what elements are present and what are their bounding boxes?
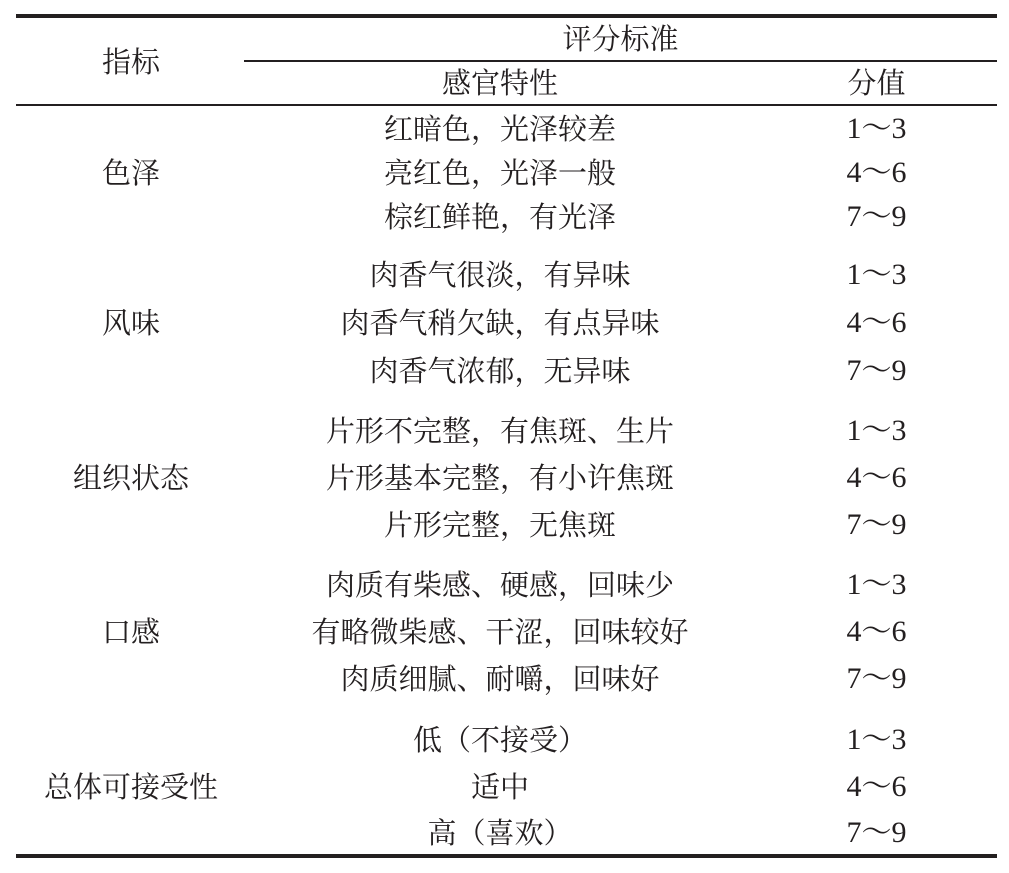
score-cell: 7～9 <box>846 354 907 387</box>
indicator-texture: 组织状态 <box>72 461 189 495</box>
sensory-cell: 低（不接受） <box>412 723 587 757</box>
score-cell: 4～6 <box>846 156 907 189</box>
sensory-cell: 红暗色，光泽较差 <box>383 112 616 146</box>
score-cell: 7～9 <box>846 662 907 695</box>
score-cell: 4～6 <box>846 615 907 648</box>
header-score: 分值 <box>847 66 906 100</box>
sensory-cell: 片形基本完整，有小许焦斑 <box>325 461 674 495</box>
indicator-overall-acceptability: 总体可接受性 <box>43 770 218 804</box>
sensory-cell: 棕红鲜艳，有光泽 <box>383 200 616 234</box>
sensory-cell: 肉质有柴感、硬感，回味少 <box>325 568 674 602</box>
score-cell: 4～6 <box>846 770 907 803</box>
indicator-color: 色泽 <box>101 156 160 190</box>
sensory-cell: 高（喜欢） <box>427 816 573 850</box>
header-indicator: 指标 <box>101 45 160 79</box>
score-cell: 1～3 <box>846 414 907 447</box>
score-cell: 7～9 <box>846 200 907 233</box>
sensory-cell: 肉香气很淡，有异味 <box>369 258 631 292</box>
score-cell: 1～3 <box>846 723 907 756</box>
score-cell: 1～3 <box>846 112 907 145</box>
score-cell: 7～9 <box>846 816 907 849</box>
sensory-cell: 适中 <box>470 770 529 804</box>
score-cell: 4～6 <box>846 306 907 339</box>
score-cell: 1～3 <box>846 568 907 601</box>
header-scoring-standard: 评分标准 <box>562 22 679 56</box>
sensory-cell: 肉质细腻、耐嚼，回味好 <box>340 662 660 696</box>
indicator-flavor: 风味 <box>101 306 160 340</box>
sensory-cell: 片形不完整，有焦斑、生片 <box>325 414 674 448</box>
header-sensory: 感官特性 <box>441 66 558 100</box>
sensory-cell: 片形完整，无焦斑 <box>383 508 616 542</box>
sensory-cell: 肉香气浓郁，无异味 <box>369 354 631 388</box>
score-cell: 7～9 <box>846 508 907 541</box>
sensory-cell: 亮红色，光泽一般 <box>383 156 616 190</box>
sensory-cell: 有略微柴感、干涩，回味较好 <box>311 615 689 649</box>
indicator-mouthfeel: 口感 <box>101 615 160 649</box>
score-cell: 1～3 <box>846 258 907 291</box>
sensory-cell: 肉香气稍欠缺，有点异味 <box>340 306 660 340</box>
score-cell: 4～6 <box>846 461 907 494</box>
